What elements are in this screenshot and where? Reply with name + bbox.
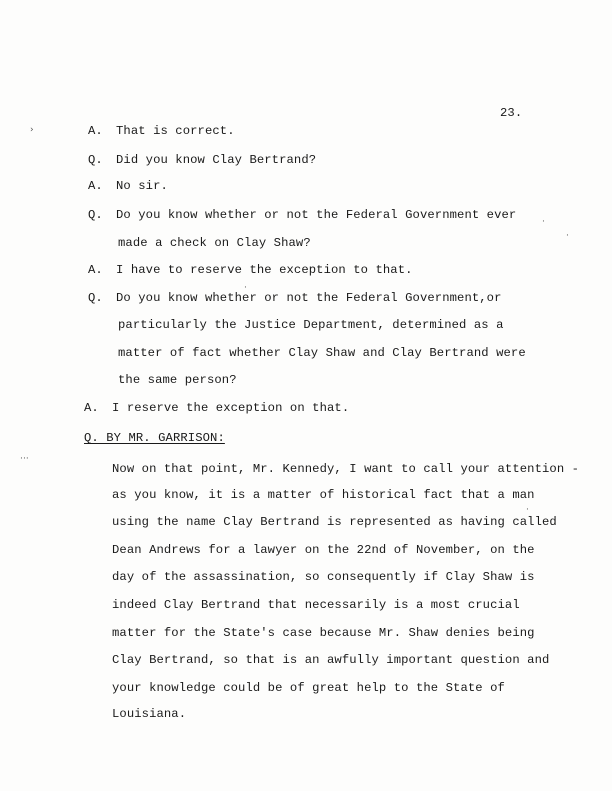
qa-line: Did you know Clay Bertrand? [116, 153, 317, 167]
qa-line: I have to reserve the exception to that. [116, 263, 413, 277]
qa-line: matter of fact whether Clay Shaw and Clay Bertrand were [118, 346, 526, 360]
qa-label: Q. [88, 291, 103, 305]
qa-label: A. [88, 179, 103, 193]
scan-mark: ··· [20, 454, 29, 464]
scan-mark: · [526, 505, 529, 515]
qa-label: Q. [88, 153, 103, 167]
qa-label: A. [84, 401, 99, 415]
page-number: 23. [500, 106, 523, 120]
qa-line: the same person? [118, 373, 237, 387]
qa-line: made a check on Clay Shaw? [118, 236, 311, 250]
scan-mark: · [244, 283, 247, 293]
paragraph-line: day of the assassination, so consequently if Clay Shaw is [112, 570, 535, 584]
scan-mark: · [566, 231, 569, 241]
paragraph-line: Dean Andrews for a lawyer on the 22nd of November, on the [112, 543, 535, 557]
qa-line: No sir. [116, 179, 168, 193]
paragraph-line: Louisiana. [112, 707, 187, 721]
paragraph-line: indeed Clay Bertrand that necessarily is a most crucial [112, 598, 520, 612]
qa-line: Do you know whether or not the Federal Government,or [116, 291, 502, 305]
paragraph-line: using the name Clay Bertrand is represented as having called [112, 515, 557, 529]
qa-line: I reserve the exception on that. [112, 401, 350, 415]
paragraph-line: as you know, it is a matter of historical fact that a man [112, 488, 535, 502]
qa-label: A. [88, 263, 103, 277]
qa-line: That is correct. [116, 124, 235, 138]
scan-mark: › [30, 125, 34, 135]
qa-label: A. [88, 124, 103, 138]
qa-line: Do you know whether or not the Federal Government ever [116, 208, 517, 222]
paragraph-line: your knowledge could be of great help to the State of [112, 681, 505, 695]
qa-label: Q. [88, 208, 103, 222]
paragraph-line: matter for the State's case because Mr. Shaw denies being [112, 626, 535, 640]
scan-mark: · [542, 217, 545, 227]
paragraph-line: Now on that point, Mr. Kennedy, I want to call your attention - [112, 462, 580, 476]
qa-line: particularly the Justice Department, determined as a [118, 318, 504, 332]
paragraph-line: Clay Bertrand, so that is an awfully important question and [112, 653, 550, 667]
examiner-heading: Q. BY MR. GARRISON: [84, 431, 225, 445]
